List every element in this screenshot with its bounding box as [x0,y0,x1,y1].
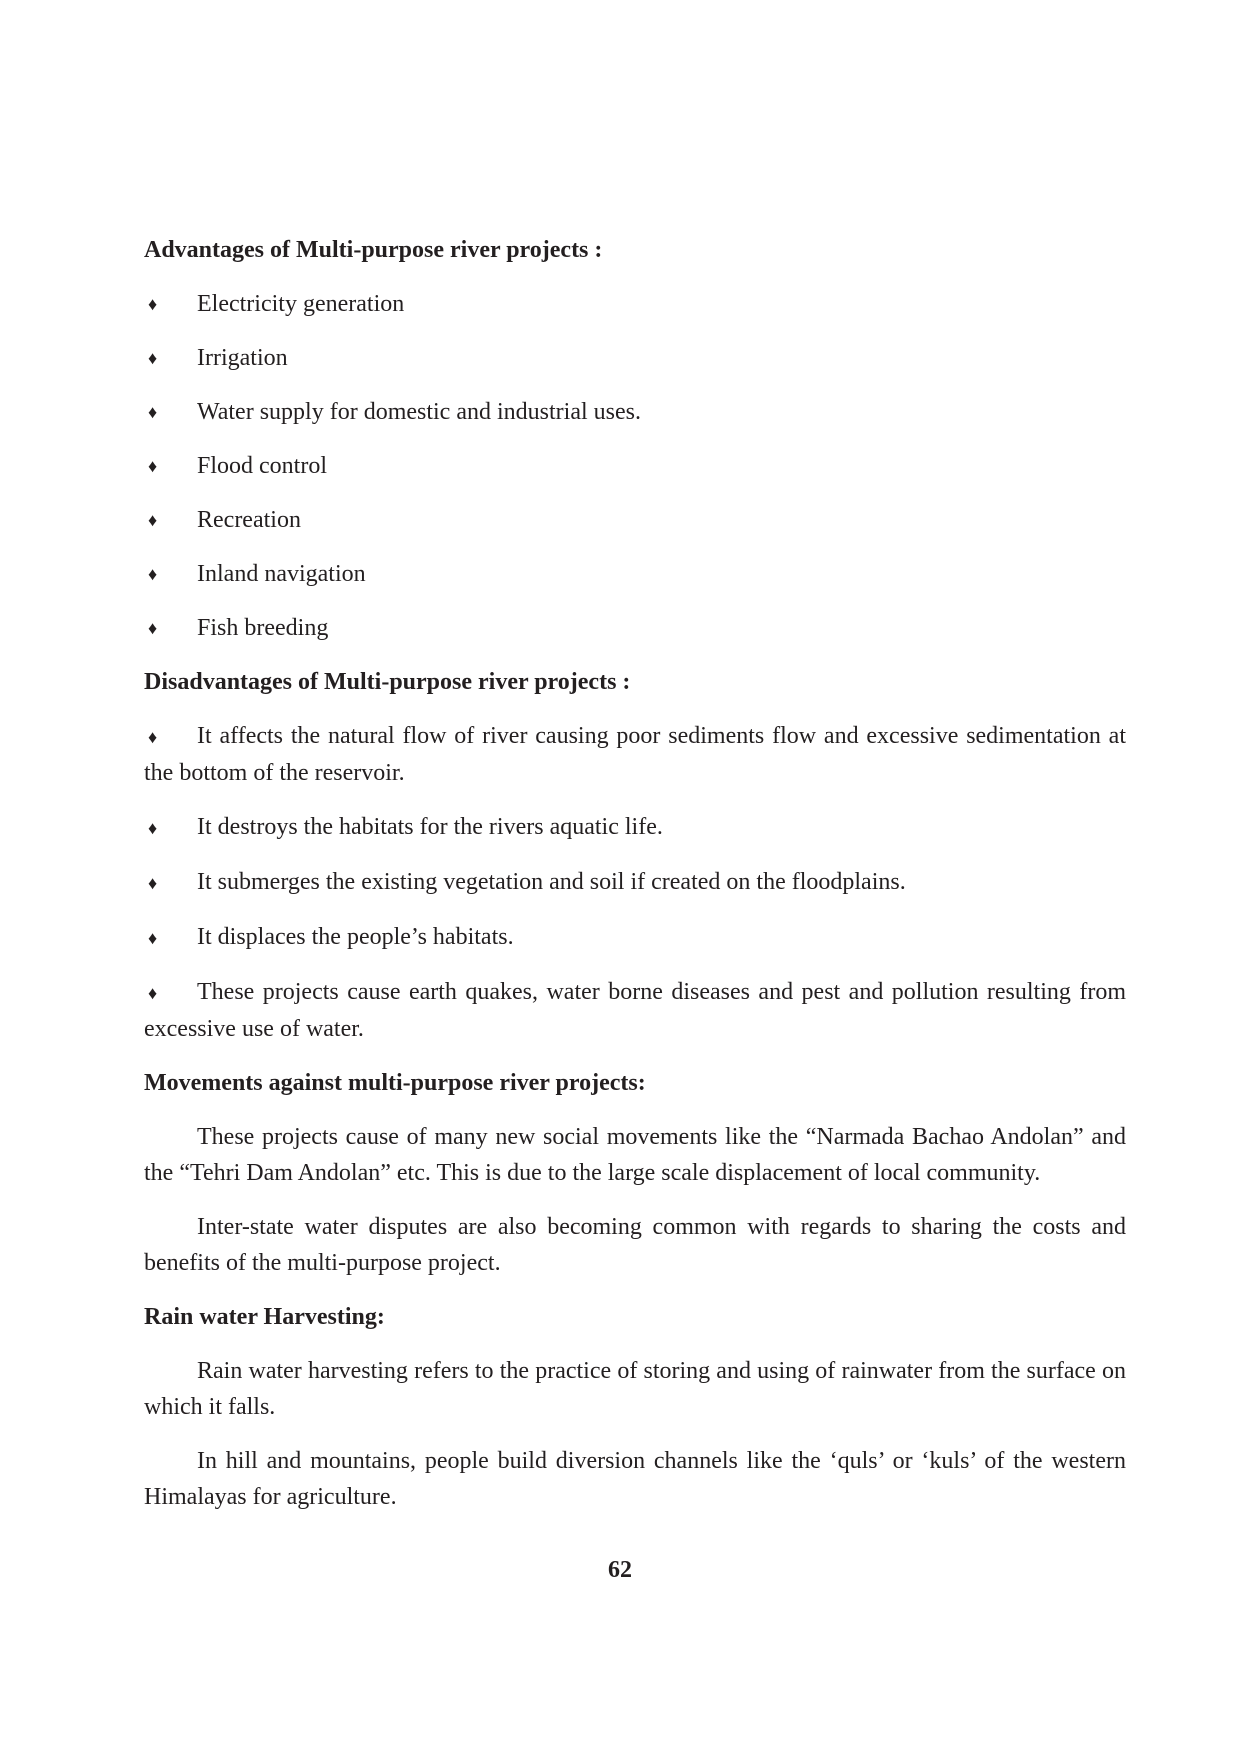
list-item [144,286,1126,322]
diamond-bullet-icon: ♦ [148,294,158,314]
diamond-bullet-icon: ♦ [148,873,158,893]
list-item-text: It affects the natural flow of river causing poor sediments flow and excessive sedimentation at the bottom of the reservoir. [144,723,1126,786]
page-number: 62 [608,1557,632,1583]
list-item [144,394,1126,430]
disadvantages-heading: Disadvantages of Multi-purpose river projects : [144,669,631,695]
advantages-list [144,286,1126,646]
list-item [144,610,1126,646]
list-item-text: Inland navigation [197,561,366,587]
list-item [144,919,1126,956]
list-item-text: Irrigation [197,345,288,371]
list-item-text: It destroys the habitats for the rivers aquatic life. [197,814,663,840]
diamond-bullet-icon: ♦ [148,727,158,747]
diamond-bullet-icon: ♦ [148,402,158,422]
list-item-text: Electricity generation [197,291,405,317]
list-item-text: It displaces the people’s habitats. [197,924,514,950]
list-item [144,340,1126,376]
movements-paragraph: These projects cause of many new social movements like the “Narmada Bachao Andolan” and the “Tehri Dam Andolan” etc. This is due to the large scale displacement of local community. [144,1124,1126,1186]
list-item [144,974,1126,1047]
advantages-heading: Advantages of Multi-purpose river projects : [144,237,603,263]
diamond-bullet-icon: ♦ [148,348,158,368]
list-item-text: Fish breeding [197,615,329,641]
diamond-bullet-icon: ♦ [148,456,158,476]
list-item [144,502,1126,538]
list-item [144,864,1126,901]
list-item-text: It submerges the existing vegetation and soil if created on the floodplains. [197,869,906,895]
diamond-bullet-icon: ♦ [148,564,158,584]
diamond-bullet-icon: ♦ [148,983,158,1003]
list-item-text: Water supply for domestic and industrial uses. [197,399,641,425]
list-item-text: Flood control [197,453,327,479]
diamond-bullet-icon: ♦ [148,618,158,638]
rain-water-paragraph: In hill and mountains, people build diversion channels like the ‘quls’ or ‘kuls’ of the western Himalayas for agriculture. [144,1448,1126,1510]
list-item-text: Recreation [197,507,301,533]
list-item [144,809,1126,846]
diamond-bullet-icon: ♦ [148,928,158,948]
movements-paragraph: Inter-state water disputes are also becoming common with regards to sharing the costs and benefits of the multi-purpose project. [144,1214,1126,1276]
page-content [144,232,1126,1533]
diamond-bullet-icon: ♦ [148,818,158,838]
rain-water-paragraph: Rain water harvesting refers to the practice of storing and using of rainwater from the surface on which it falls. [144,1358,1126,1420]
list-item [144,556,1126,592]
list-item-text: These projects cause earth quakes, water borne diseases and pest and pollution resulting from excessive use of water. [144,979,1126,1042]
rain-water-heading: Rain water Harvesting: [144,1304,385,1330]
list-item [144,718,1126,791]
list-item [144,448,1126,484]
diamond-bullet-icon: ♦ [148,510,158,530]
movements-heading: Movements against multi-purpose river projects: [144,1070,646,1096]
